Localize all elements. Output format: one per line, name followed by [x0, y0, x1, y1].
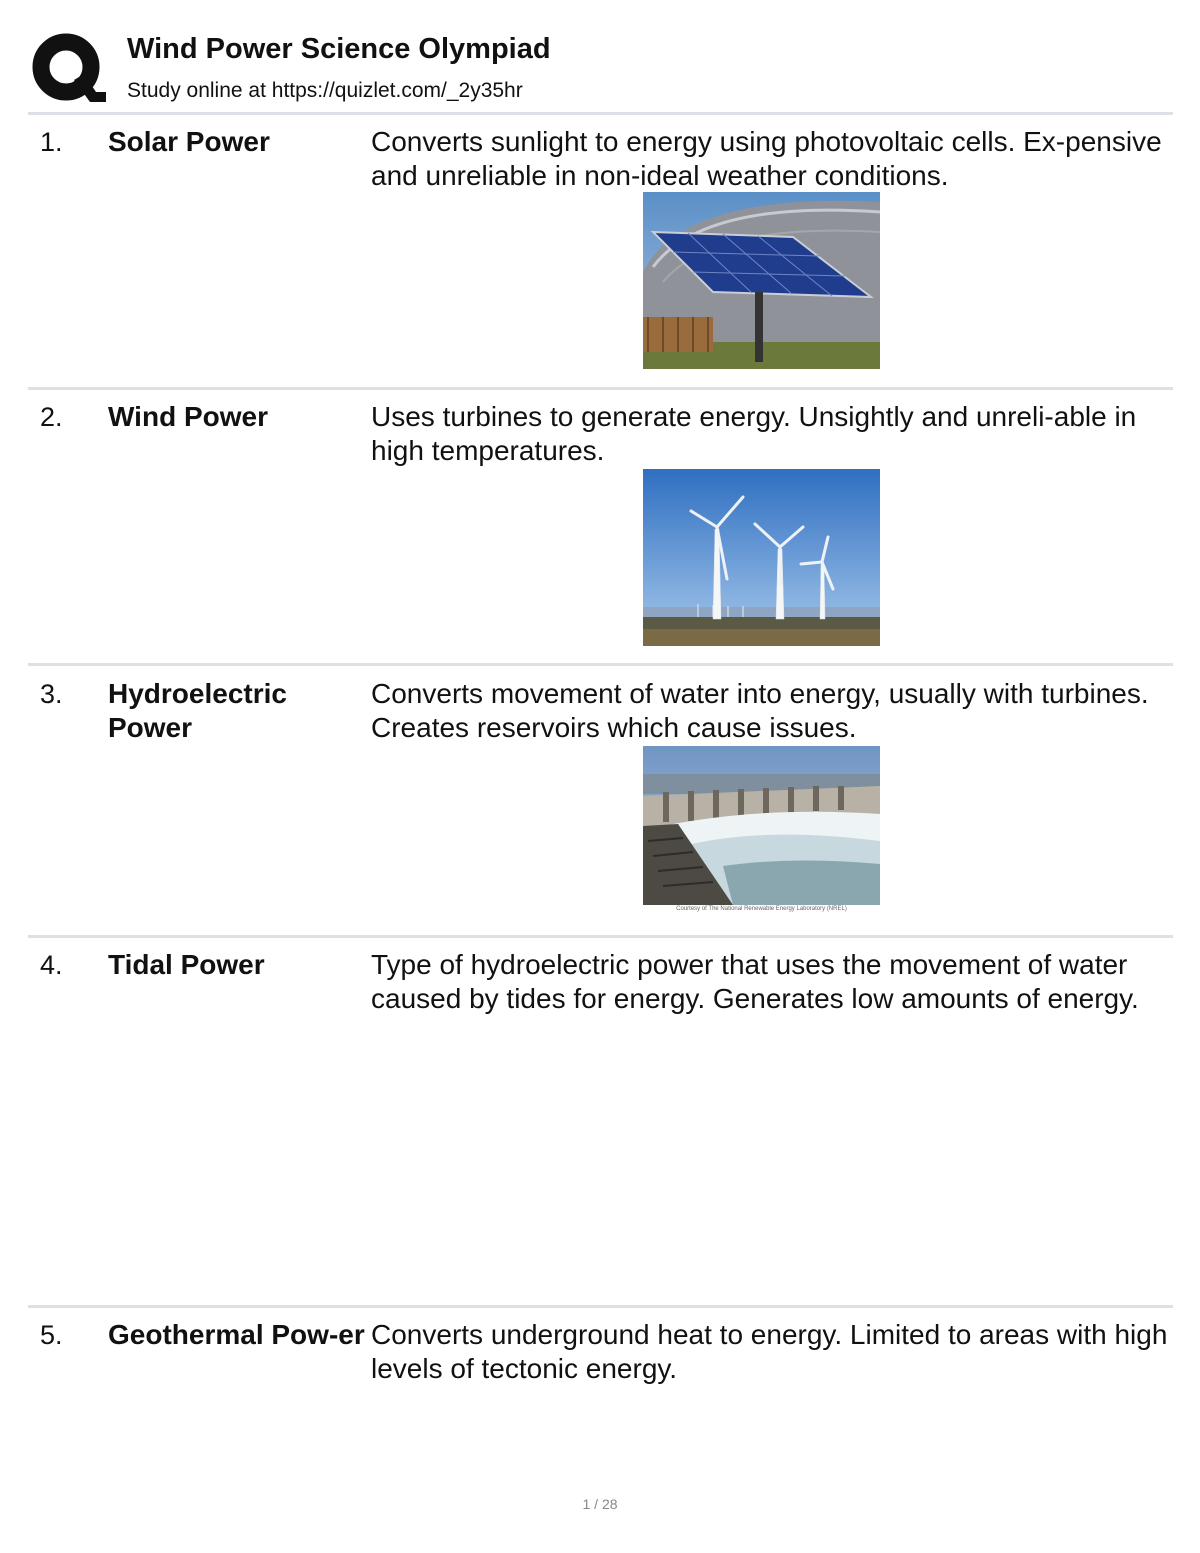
page-number: 1 / 28 — [582, 1496, 618, 1512]
wind-turbines-photo — [643, 469, 880, 646]
card-term: Wind Power — [108, 401, 268, 432]
card-term: Hydroelectric Power — [108, 678, 287, 743]
solar-panel-photo — [643, 192, 880, 369]
divider — [28, 112, 1173, 115]
study-online-link[interactable]: Study online at https://quizlet.com/_2y35hr — [127, 79, 523, 102]
divider — [28, 1305, 1173, 1308]
divider — [28, 663, 1173, 666]
image-credit: Courtesy of The National Renewable Energy Laboratory (NREL) — [676, 906, 847, 912]
card-number: 2. — [40, 402, 63, 432]
card-definition: Type of hydroelectric power that uses the movement of water caused by tides for energy. Generates low amounts of energy. — [371, 949, 1139, 1014]
card-number: 4. — [40, 950, 63, 980]
card-term: Geothermal Pow-er — [108, 1319, 365, 1350]
card-definition: Converts underground heat to energy. Limited to areas with high levels of tectonic energy. — [371, 1319, 1168, 1384]
divider — [28, 387, 1173, 390]
card-definition: Converts movement of water into energy, usually with turbines. Creates reservoirs which cause issues. — [371, 678, 1149, 743]
card-number: 5. — [40, 1320, 63, 1350]
card-definition: Uses turbines to generate energy. Unsightly and unreli-able in high temperatures. — [371, 401, 1137, 466]
card-definition: Converts sunlight to energy using photovoltaic cells. Ex-pensive and unreliable in non-ideal weather conditions. — [371, 126, 1162, 191]
card-term: Tidal Power — [108, 949, 265, 980]
divider — [28, 935, 1173, 938]
hydroelectric-dam-photo — [643, 746, 880, 905]
card-term: Solar Power — [108, 126, 270, 157]
set-title: Wind Power Science Olympiad — [127, 33, 551, 65]
card-number: 3. — [40, 679, 63, 709]
quizlet-q-logo-icon — [30, 30, 106, 106]
card-number: 1. — [40, 127, 63, 157]
